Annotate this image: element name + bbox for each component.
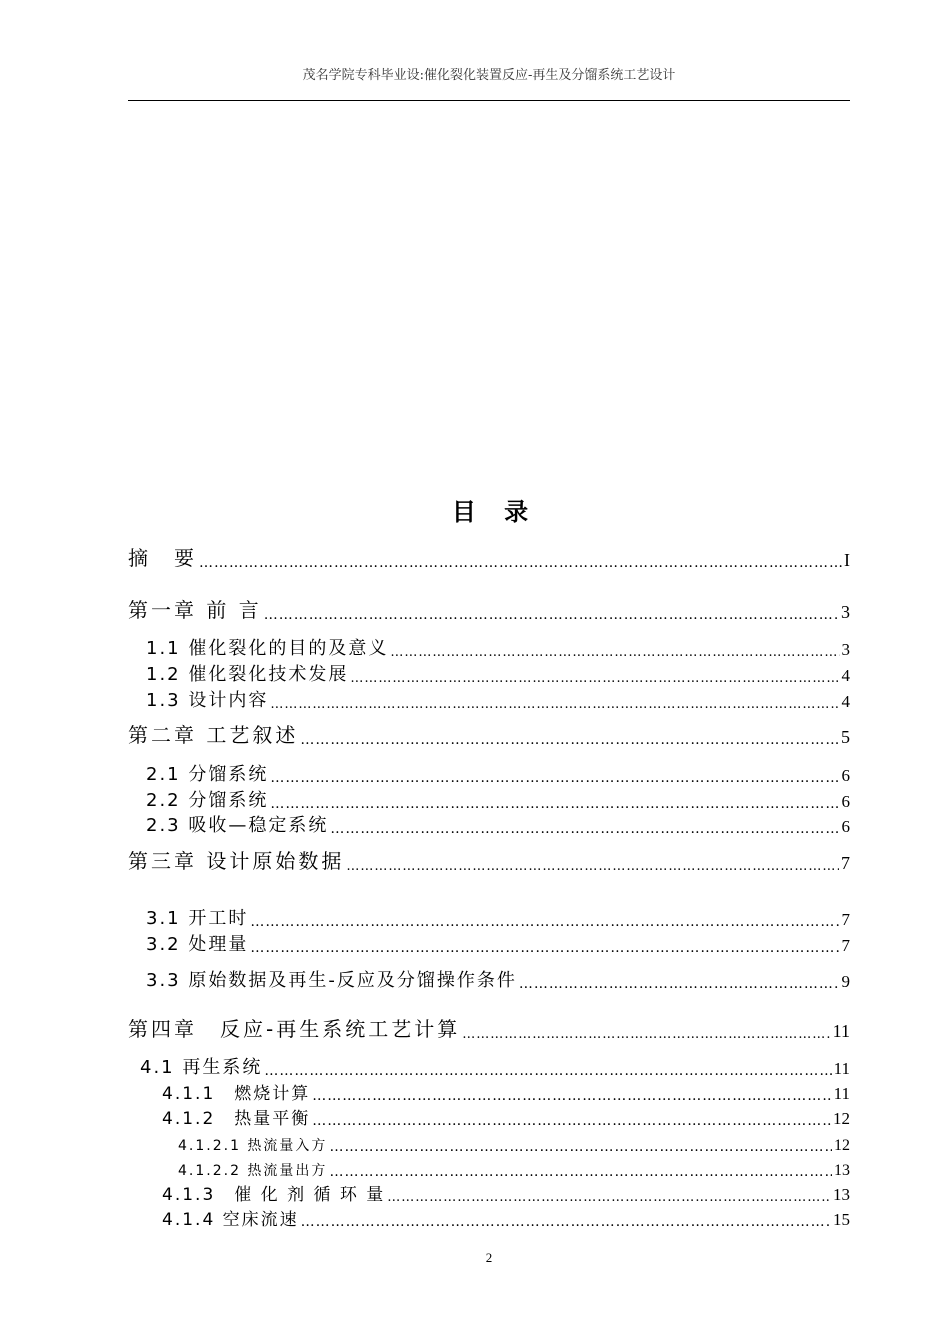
toc-entry-page: 4	[841, 666, 850, 685]
toc-leader-dots	[264, 1063, 831, 1079]
toc-leader-dots	[350, 670, 839, 686]
toc-entry-label: 3.3 原始数据及再生-反应及分馏操作条件	[146, 970, 517, 991]
toc-leader-dots	[519, 976, 840, 992]
toc-entry-2-3[interactable]	[146, 811, 850, 837]
toc-entry-4-1-2-1[interactable]	[178, 1129, 850, 1155]
toc-entry-label: 4.1.1 燃烧计算	[162, 1084, 311, 1104]
toc-leader-dots	[250, 940, 839, 956]
running-header: 茂名学院专科毕业设:催化裂化装置反应-再生及分馏系统工艺设计	[302, 68, 676, 83]
toc-entry-label: 第三章 设计原始数据	[128, 849, 345, 873]
toc-leader-dots	[270, 770, 839, 786]
toc-entry-page: 11	[833, 1059, 850, 1078]
toc-entry-label: 摘 要	[128, 546, 197, 570]
toc-entry-page: 5	[841, 727, 850, 747]
toc-entry-page: 15	[833, 1210, 850, 1229]
toc-entry-label: 第一章 前 言	[128, 598, 262, 622]
toc-title: 目 录	[451, 498, 539, 526]
toc-entry-3-1[interactable]	[146, 904, 850, 930]
toc-entry-label: 4.1.4 空床流速	[162, 1210, 299, 1230]
toc-leader-dots	[312, 1088, 831, 1104]
toc-leader-dots	[199, 555, 842, 571]
toc-leader-dots	[390, 644, 839, 660]
toc-entry-label: 4.1.2.2 热流量出方	[178, 1163, 328, 1179]
toc-entry-label: 3.2 处理量	[146, 934, 249, 955]
toc-entry-4-1-1[interactable]	[162, 1078, 850, 1104]
toc-entry-3-3[interactable]	[146, 966, 850, 992]
toc-entry-page: 3	[841, 640, 850, 659]
toc-entry-page: 6	[841, 817, 850, 836]
toc-entry-page: 3	[841, 602, 850, 622]
toc-leader-dots	[270, 796, 839, 812]
toc-entry-2-2[interactable]	[146, 786, 850, 812]
toc-entry-abstract[interactable]	[128, 545, 850, 571]
toc-entry-2-1[interactable]	[146, 760, 850, 786]
toc-entry-label: 1.3 设计内容	[146, 690, 269, 711]
toc-entry-label: 1.1 催化裂化的目的及意义	[146, 638, 389, 659]
toc-entry-page: 7	[841, 936, 850, 955]
toc-leader-dots	[264, 607, 839, 623]
toc-entry-page: 13	[834, 1162, 850, 1179]
toc-entry-page: 7	[841, 853, 850, 873]
toc-leader-dots	[387, 1189, 831, 1205]
toc-entry-4-1[interactable]	[140, 1053, 850, 1079]
toc-entry-page: 6	[841, 792, 850, 811]
toc-leader-dots	[312, 1113, 831, 1129]
toc-entry-label: 2.1 分馏系统	[146, 764, 269, 785]
toc-entry-label: 1.2 催化裂化技术发展	[146, 664, 349, 685]
toc-entry-label: 第二章 工艺叙述	[128, 723, 299, 747]
toc-entry-1-3[interactable]	[146, 686, 850, 712]
toc-entry-chapter-4[interactable]	[128, 1016, 850, 1042]
toc-entry-4-1-4[interactable]	[162, 1204, 850, 1230]
toc-entry-chapter-1[interactable]	[128, 597, 850, 623]
toc-entry-page: 12	[833, 1109, 850, 1128]
toc-leader-dots	[346, 858, 839, 874]
toc-leader-dots	[301, 1214, 831, 1230]
toc-entry-label: 2.3 吸收—稳定系统	[146, 815, 329, 836]
toc-entry-3-2[interactable]	[146, 930, 850, 956]
toc-entry-page: 6	[841, 766, 850, 785]
toc-leader-dots	[270, 696, 839, 712]
toc-entry-label: 4.1 再生系统	[140, 1057, 263, 1078]
toc-entry-4-1-2[interactable]	[162, 1103, 850, 1129]
toc-entry-page: 12	[834, 1137, 850, 1154]
toc-entry-label: 4.1.3 催 化 剂 循 环 量	[162, 1185, 386, 1205]
page-number: 2	[485, 1250, 493, 1265]
toc-entry-label: 4.1.2.1 热流量入方	[178, 1138, 328, 1154]
header-rule	[128, 100, 850, 101]
toc-entry-page: 4	[841, 692, 850, 711]
toc-entry-page: 9	[841, 972, 850, 991]
toc-entry-page: 11	[833, 1084, 850, 1103]
toc-entry-label: 2.2 分馏系统	[146, 790, 269, 811]
toc-leader-dots	[462, 1026, 830, 1042]
toc-leader-dots	[329, 1164, 832, 1180]
toc-entry-4-1-3[interactable]	[162, 1179, 850, 1205]
toc-leader-dots	[300, 732, 839, 748]
toc-entry-label: 3.1 开工时	[146, 908, 249, 929]
toc-entry-chapter-2[interactable]	[128, 722, 850, 748]
toc-entry-page: 11	[832, 1021, 850, 1041]
toc-entry-label: 4.1.2 热量平衡	[162, 1109, 311, 1129]
toc-entry-page: I	[844, 550, 850, 570]
toc-entry-page: 13	[833, 1185, 850, 1204]
toc-entry-4-1-2-2[interactable]	[178, 1154, 850, 1180]
toc-leader-dots	[330, 821, 839, 837]
toc-leader-dots	[329, 1139, 832, 1155]
toc-entry-1-1[interactable]	[146, 634, 850, 660]
toc-entry-page: 7	[841, 910, 850, 929]
toc-entry-1-2[interactable]	[146, 660, 850, 686]
toc-leader-dots	[250, 914, 839, 930]
toc-entry-label: 第四章 反应-再生系统工艺计算	[128, 1017, 461, 1041]
toc-entry-chapter-3[interactable]	[128, 848, 850, 874]
